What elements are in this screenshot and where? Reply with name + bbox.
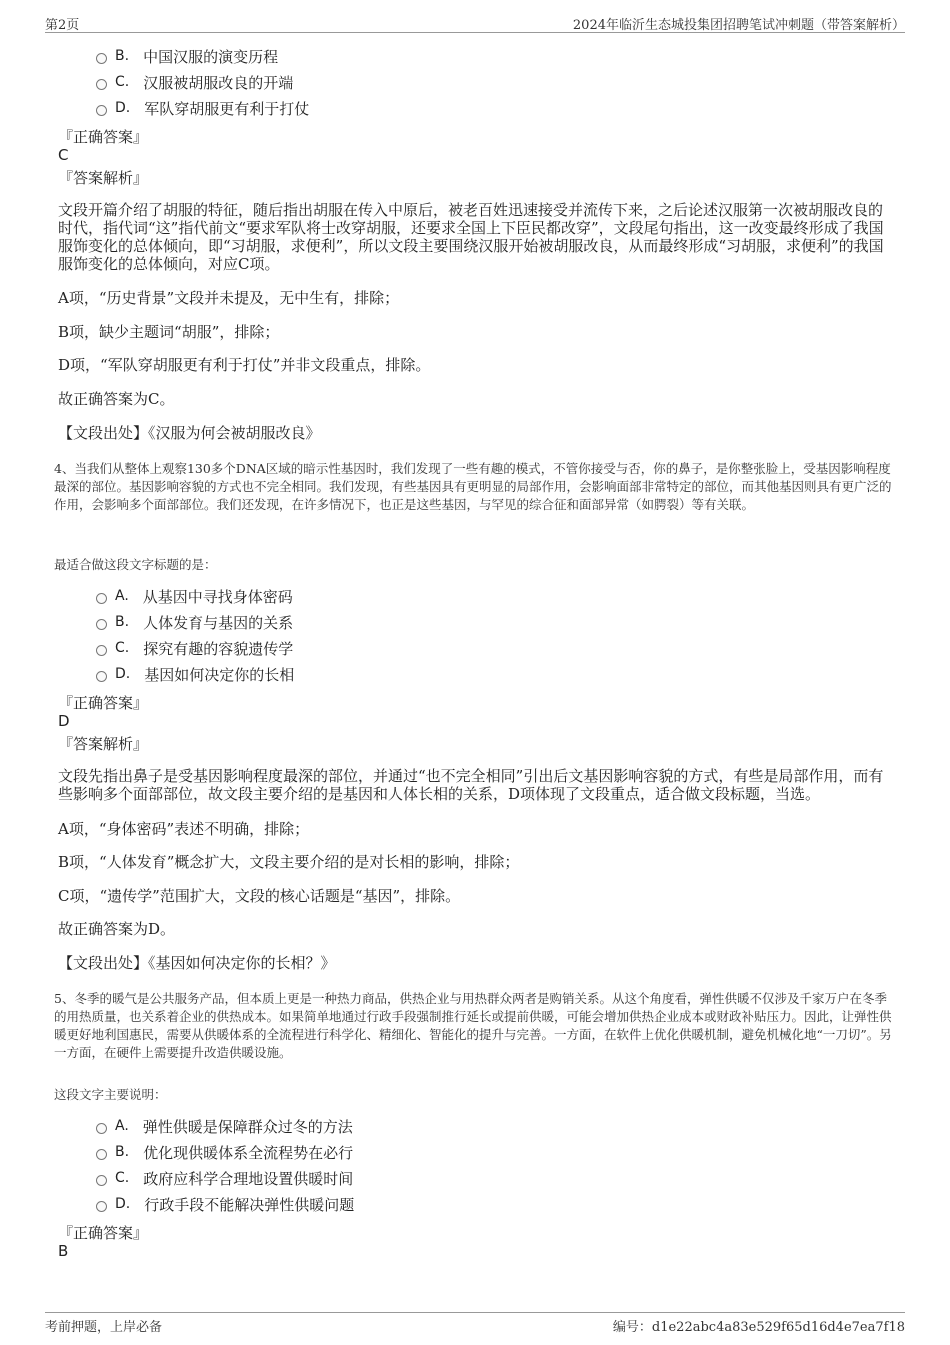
- answer-label: 『正确答案』: [58, 128, 149, 146]
- analysis-note: C项，“遗传学”范围扩大，文段的核心话题是“基因”，排除。: [58, 887, 461, 905]
- source-citation: 【文段出处】《基因如何决定你的长相？》: [58, 954, 336, 972]
- option-d[interactable]: D. 行政手段不能解决弹性供暖问题: [96, 1193, 354, 1215]
- answer-label: 『正确答案』: [58, 694, 149, 712]
- option-d[interactable]: D. 基因如何决定你的长相: [96, 663, 294, 685]
- analysis-note: D项，“军队穿胡服更有利于打仗”并非文段重点，排除。: [58, 356, 431, 374]
- radio-icon[interactable]: [96, 53, 107, 64]
- correct-answer: B: [58, 1242, 69, 1260]
- analysis-note: B项，“人体发育”概念扩大，文段主要介绍的是对长相的影响，排除；: [58, 853, 520, 871]
- radio-icon[interactable]: [96, 1175, 107, 1186]
- option-c[interactable]: C. 探究有趣的容貌遗传学: [96, 637, 293, 659]
- option-a[interactable]: A. 从基因中寻找身体密码: [96, 585, 293, 607]
- question-5-text: 5、冬季的暖气是公共服务产品，但本质上更是一种热力商品，供热企业与用热群众两者是购销关系。从这个角度看，弹性供暖不仅涉及千家万户在冬季的用热质量，也关系着企业的供热成本。如果简单地通过行政手段强制推行延长或提前供暖，可能会增加供热企业成本或财政补贴压力。因此，让弹性供暖更好地利国惠民，需要从供暖体系的全流程进行科学化、精细化、智能化的提升与完善。一方面，在软件上优化供暖机制，避免机械化地“一刀切”。另一方面，在硬件上需要提升改造供暖设施。: [54, 991, 892, 1060]
- radio-icon[interactable]: [96, 1201, 107, 1212]
- analysis-note: A项，“历史背景”文段并未提及，无中生有，排除；: [58, 289, 400, 307]
- answer-label: 『正确答案』: [58, 1224, 149, 1242]
- source-citation: 【文段出处】《汉服为何会被胡服改良》: [58, 424, 321, 442]
- radio-icon[interactable]: [96, 671, 107, 682]
- analysis-label: 『答案解析』: [58, 169, 149, 187]
- document-title: 2024年临沂生态城投集团招聘笔试冲刺题（带答案解析）: [572, 18, 905, 33]
- radio-icon[interactable]: [96, 619, 107, 630]
- option-b[interactable]: B. 优化现供暖体系全流程势在必行: [96, 1141, 353, 1163]
- analysis-text: 文段先指出鼻子是受基因影响程度最深的部位，并通过“也不完全相同”引出后文基因影响容貌的方式，有些是局部作用，而有些影响多个面部部位，故文段主要介绍的是基因和人体长相的关系，D项体现了文段重点，适合做文段标题，当选。: [58, 767, 884, 803]
- radio-icon[interactable]: [96, 79, 107, 90]
- analysis-note: B项，缺少主题词“胡服”，排除；: [58, 323, 280, 341]
- analysis-text: 文段开篇介绍了胡服的特征，随后指出胡服在传入中原后，被老百姓迅速接受并流传下来，之后论述汉服第一次被胡服改良的时代，指代词“这”指代前文“要求军队将士改穿胡服，还要求全国上下臣民都改穿”，文段尾句指出，这一改变最终形成了我国服饰变化的总体倾向，即“习胡服，求便利”，所以文段主要围绕汉服开始被胡服改良，从而最终形成“习胡服，求便利”的我国服饰变化的总体倾向，对应C项。: [58, 201, 884, 273]
- radio-icon[interactable]: [96, 1123, 107, 1134]
- question-4-text: 4、当我们从整体上观察130多个DNA区域的暗示性基因时，我们发现了一些有趣的模式，不管你接受与否，你的鼻子，是你整张脸上，受基因影响程度最深的部位。基因影响容貌的方式也不完全相同。我们发现，有些基因具有更明显的局部作用，会影响面部非常特定的部位，而其他基因则具有更广泛的作用，会影响多个面部部位。我们还发现，在许多情况下，也正是这些基因，与罕见的综合征和面部异常（如腭裂）等有关联。: [54, 461, 892, 512]
- page-number: 第2页: [45, 18, 80, 33]
- option-d[interactable]: D. 军队穿胡服更有利于打仗: [96, 97, 309, 119]
- analysis-label: 『答案解析』: [58, 735, 149, 753]
- analysis-conclusion: 故正确答案为C。: [58, 390, 175, 408]
- footer-slogan: 考前押题，上岸必备: [45, 1320, 163, 1335]
- document-id: 编号：d1e22abc4a83e529f65d16d4e7ea7f18: [612, 1320, 905, 1335]
- radio-icon[interactable]: [96, 1149, 107, 1160]
- option-b[interactable]: B. 中国汉服的演变历程: [96, 45, 278, 67]
- radio-icon[interactable]: [96, 593, 107, 604]
- radio-icon[interactable]: [96, 645, 107, 656]
- radio-icon[interactable]: [96, 105, 107, 116]
- correct-answer: D: [58, 712, 70, 730]
- question-4-prompt: 最适合做这段文字标题的是：: [54, 557, 217, 572]
- option-c[interactable]: C. 政府应科学合理地设置供暖时间: [96, 1167, 353, 1189]
- page-header: [45, 14, 905, 33]
- option-c[interactable]: C. 汉服被胡服改良的开端: [96, 71, 293, 93]
- question-5-prompt: 这段文字主要说明：: [54, 1087, 167, 1102]
- analysis-conclusion: 故正确答案为D。: [58, 920, 176, 938]
- correct-answer: C: [58, 146, 69, 164]
- option-b[interactable]: B. 人体发育与基因的关系: [96, 611, 293, 633]
- page-footer: [45, 1312, 905, 1337]
- analysis-note: A项，“身体密码”表述不明确，排除；: [58, 820, 310, 838]
- option-a[interactable]: A. 弹性供暖是保障群众过冬的方法: [96, 1115, 353, 1137]
